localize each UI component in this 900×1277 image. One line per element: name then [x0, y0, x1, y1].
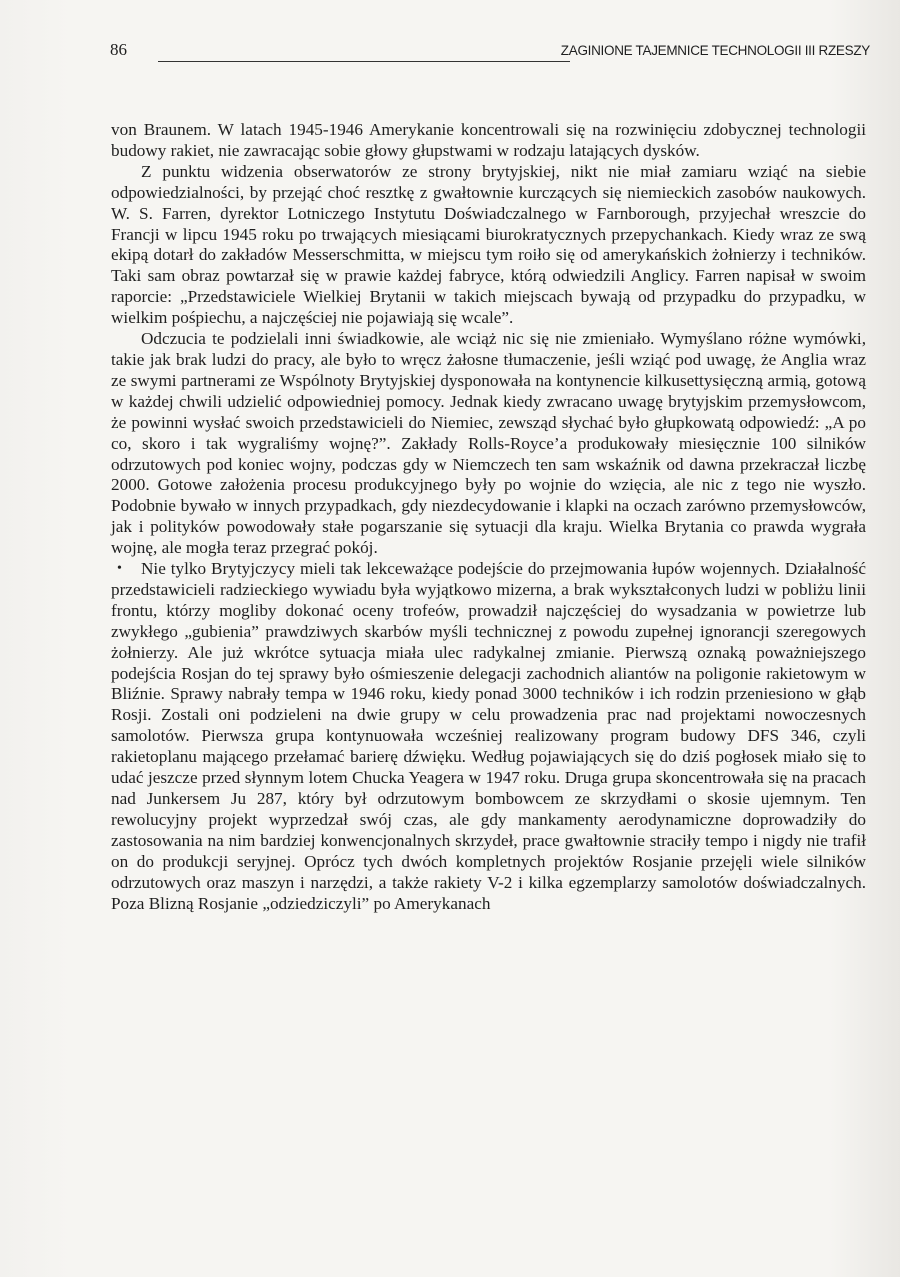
paragraph: Odczucia te podzielali inni świadkowie, ale wciąż nic się nie zmieniało. Wymyślano różne wymówki, takie jak brak ludzi do pracy, ale było to wręcz żałosne tłumaczenie, jeśli wziąć pod uwagę, że Anglia wraz ze swymi partnerami ze Wspólnoty Brytyjskiej dysponowała na kontynencie kilkusettysięczną armią, gotową w każdej chwili udzielić odpowiedniej pomocy. Jednak kiedy zwracano uwagę brytyjskim przemysłowcom, że powinni wysłać swoich przedstawicieli do Niemiec, zewsząd słychać było głupkowatą odpowiedź: „A po co, skoro i tak wygraliśmy wojnę?”. Zakłady Rolls-Royce’a produkowały miesięcznie 100 silników odrzutowych pod koniec wojny, podczas gdy w Niemczech ten sam wskaźnik od dawna przekraczał liczbę 2000. Gotowe założenia procesu produkcyjnego były po wojnie do wzięcia, ale nic z tego nie wyszło. Podobnie bywało w innych przypadkach, gdy niezdecydowanie i klapki na oczach zarówno przemysłowców, jak i polityków powodowały stałe pogarszanie się sytuacji dla kraju. Wielka Brytania co prawda wygrała wojnę, ale mogła teraz przegrać pokój.: [111, 329, 866, 558]
body-text: [111, 120, 866, 914]
header-rule: [158, 61, 570, 62]
page-header: [110, 40, 870, 64]
paragraph: Z punktu widzenia obserwatorów ze strony brytyjskiej, nikt nie miał zamiaru wziąć na siebie odpowiedzialności, by przejąć choć resztkę z gwałtownie kurczących się niemieckich zasobów naukowych. W. S. Farren, dyrektor Lotniczego Instytutu Doświadczalnego w Farnborough, przyjechał wreszcie do Francji w lipcu 1945 roku po trwających miesiącami biurokratycznych przepychankach. Kiedy wraz ze swą ekipą dotarł do zakładów Messerschmitta, w miejscu tym roiło się od amerykańskich żołnierzy i techników. Taki sam obraz powtarzał się w prawie każdej fabryce, którą odwiedzili Anglicy. Farren napisał w swoim raporcie: „Przedstawiciele Wielkiej Brytanii w takich miejscach bywają od przypadku do przypadku, w wielkim pośpiechu, a najczęściej nie pojawiają się wcale”.: [111, 161, 866, 328]
bullet-mark: •: [117, 561, 122, 577]
paragraph: von Braunem. W latach 1945-1946 Amerykanie koncentrowali się na rozwinięciu zdobycznej technologii budowy rakiet, nie zawracając sobie głowy głupstwami w rodzaju latających dysków.: [111, 120, 866, 160]
paragraph-with-bullet: [111, 559, 866, 914]
page-number: 86: [110, 40, 127, 59]
paragraph-text: Nie tylko Brytyjczycy mieli tak lekceważące podejście do przejmowania łupów wojennych. Działalność przedstawicieli radzieckiego wywiadu była wyjątkowo mizerna, a brak wykształconych ludzi w pobliżu linii frontu, którzy mogliby dokonać oceny trofeów, prowadził najczęściej do wysadzania w powietrze lub zwykłego „gubienia” prawdziwych skarbów myśli technicznej z powodu zupełnej ignorancji szeregowych żołnierzy. Ale już wkrótce sytuacja miała ulec radykalnej zmianie. Pierwszą oznaką poważniejszego podejścia Rosjan do tej sprawy było ośmieszenie delegacji zachodnich aliantów na poligonie rakietowym w Bliźnie. Sprawy nabrały tempa w 1946 roku, kiedy ponad 3000 techników i ich rodzin przeniesiono w głąb Rosji. Zostali oni podzieleni na dwie grupy w celu prowadzenia prac nad projektami nowoczesnych samolotów. Pierwsza grupa kontynuowała wcześniej realizowany program budowy DFS 346, czyli rakietoplanu mającego przełamać barierę dźwięku. Według pojawiających się do dziś pogłosek miało się to udać jeszcze przed słynnym lotem Chucka Yeagera w 1947 roku. Druga grupa skoncentrowała się na pracach nad Junkersem Ju 287, który był odrzutowym bombowcem ze skrzydłami o skosie ujemnym. Ten rewolucyjny projekt wyprzedzał swój czas, ale gdy mankamenty aerodynamiczne doprowadziły do zastosowania na nim bardziej konwencjonalnych skrzydeł, prace gwałtownie straciły tempo i nigdy nie trafił on do produkcji seryjnej. Oprócz tych dwóch kompletnych projektów Rosjanie przejęli wiele silników odrzutowych oraz maszyn i narzędzi, a także rakiety V-2 i kilka egzemplarzy samolotów doświadczalnych. Poza Blizną Rosjanie „odziedziczyli” po Amerykanach: [111, 559, 866, 913]
running-title: ZAGINIONE TAJEMNICE TECHNOLOGII III RZESZY: [560, 43, 870, 58]
